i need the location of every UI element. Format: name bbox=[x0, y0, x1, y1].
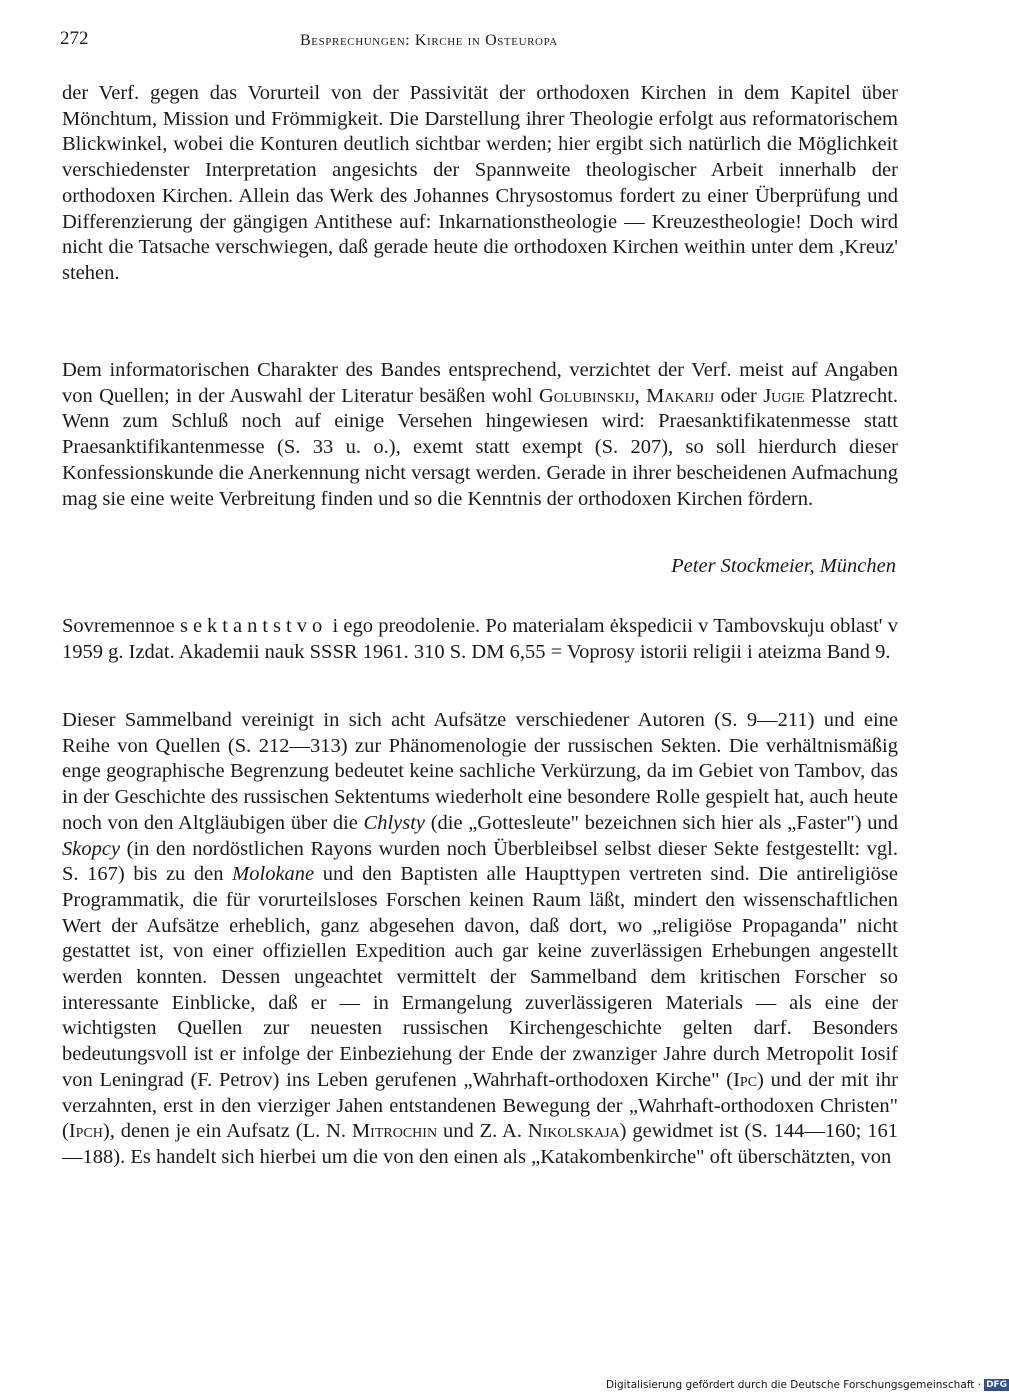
text-run: Platzrecht. Wenn zum Schluß noch auf einige Versehen hingewiesen wird: Praesanktifikatenmesse statt Praesanktifikantenmesse (S. 33 u. o.), exemt statt exempt (S. 207), so soll hierdurch dieser Konfessionskunde die Anerkennung nicht versagt werden. Gerade in ihrer bescheidenen Aufmachung mag sie eine weite Verbreitung finden und so die Kenntnis der orthodoxen Kirchen fördern. bbox=[62, 384, 899, 510]
italic-term: Molokane bbox=[232, 863, 315, 886]
text-run: , bbox=[634, 384, 647, 407]
footer-text: Digitalisierung gefördert durch die Deutsche Forschungsgemeinschaft · bbox=[606, 1379, 982, 1391]
spaced-title-word: sektantstvo bbox=[179, 615, 328, 637]
dfg-logo: DFG bbox=[986, 1380, 1008, 1390]
text-run: (in den nordöstlichen Rayons wurden noch Überbleibsel selbst dieser Sekte festgestellt: vgl. S. 167) bis zu den bbox=[62, 837, 898, 886]
text-run: Sovremennoe bbox=[62, 615, 180, 637]
paragraph-text: der Verf. gegen das Vorurteil von der Passivität der orthodoxen Kirchen in dem Kapitel über Mönchtum, Mission und Frömmigkeit. Die Darstellung ihrer Theologie erfolgt aus reformatorischem Blickwinkel, wobei die Konturen deutlich sichtbar werden; hier ergibt sich natürlich die Möglichkeit verschiedenster Interpretation angesichts der Spannweite theologischer Arbeit innerhalb der orthodoxen Kirchen. Allein das Werk des Johannes Chrysostomus fordert zu einer Überprüfung und Differenzierung der gängigen Antithese auf: Inkarnationstheologie — Kreuzestheologie! Doch wird nicht die Tatsache verschwiegen, daß gerade heute die orthodoxen Kirchen weithin unter dem ,Kreuz' stehen. bbox=[62, 82, 898, 284]
page-number: 272 bbox=[60, 28, 89, 49]
text-run: ) gewidmet ist (S. 144—160; 161—188). Es handelt sich hierbei um die von den einen als „Katakombenkirche" oft überschätzten, von bbox=[62, 1120, 898, 1168]
text-run: ) und der mit ihr verzahnten, erst in den vierziger Jahen entstandenen Bewegung der „Wahrhaft-orthodoxen Christen" ( bbox=[62, 1068, 898, 1143]
text-run: Dem informatorischen Charakter des Bandes entsprechend, verzichtet der Verf. meist auf Angaben von Quellen; in der Auswahl der Literatur besäßen wohl bbox=[62, 359, 898, 407]
abbreviation: Ipc bbox=[733, 1068, 758, 1091]
author-name: Nikolskaja bbox=[527, 1120, 620, 1143]
abbreviation: Ipch bbox=[68, 1120, 103, 1143]
text-run: oder bbox=[714, 384, 764, 407]
text-run: ), denen je ein Aufsatz (L. N. bbox=[102, 1120, 352, 1143]
text-run: und Z. A. bbox=[437, 1120, 528, 1143]
review-2-body bbox=[62, 708, 898, 1171]
text-run: Dieser Sammelband vereinigt in sich acht Aufsätze verschiedener Autoren (S. 9—211) und eine Reihe von Quellen (S. 212—313) zur Phänomenologie der russischen Sekten. Die verhältnismäßig enge geographische Begrenzung bedeutet keine sachliche Verkürzung, da im Gebiet von Tambov, das in der Geschichte des russischen Sektentums wiederholt eine besondere Rolle gespielt hat, auch heute noch von den Altgläubigen über die bbox=[62, 709, 898, 834]
running-head: Besprechungen: Kirche in Osteuropa bbox=[300, 32, 558, 49]
review-2-citation bbox=[62, 614, 898, 665]
review-1-paragraph-2 bbox=[62, 358, 898, 512]
italic-term: Skopcy bbox=[62, 837, 121, 860]
text-run: i ego preodolenie. Po materialam ėkspedicii v Tambovskuju oblast' v 1959 g. Izdat. Akademii nauk SSSR 1961. 310 S. DM 6,55 = Voprosy istorii religii i ateizma Band 9. bbox=[62, 615, 898, 663]
author-name: Jugie bbox=[763, 384, 805, 407]
reviewer-signature: Peter Stockmeier, München bbox=[671, 555, 896, 577]
author-name: Golubinskij bbox=[538, 384, 635, 407]
author-name: Mitrochin bbox=[351, 1120, 438, 1143]
text-run: (die „Gottesleute" bezeichnen sich hier als „Faster") und bbox=[425, 811, 898, 834]
author-name: Makarij bbox=[646, 384, 715, 407]
italic-term: Chlysty bbox=[363, 811, 426, 834]
digitization-footer bbox=[606, 1379, 1009, 1391]
review-1-paragraph-1 bbox=[62, 81, 898, 287]
text-run: und den Baptisten alle Haupttypen vertreten sind. Die antireligiöse Programmatik, die für vorurteilsloses Forschen keinen Raum läßt, mindert den wissenschaftlichen Wert der Aufsätze erheblich, ganz abgesehen davon, daß dort, wo „religiöse Propaganda" nicht gestattet ist, von einer offiziellen Expedition auch gar keine zuverlässigen Erhebungen angestellt werden konnten. Dessen ungeachtet vermittelt der Sammelband dem kritischen Forscher so interessante Einblicke, daß er — in Ermangelung zuverlässigeren Materials — als eine der wichtigsten Quellen zur neuesten russischen Kirchengeschichte gelten darf. Besonders bedeutungsvoll ist er infolge der Einbeziehung der Ende der zwanziger Jahre durch Metropolit Iosif von Leningrad (F. Petrov) ins Leben gerufenen „Wahrhaft-orthodoxen Kirche" ( bbox=[62, 863, 898, 1091]
